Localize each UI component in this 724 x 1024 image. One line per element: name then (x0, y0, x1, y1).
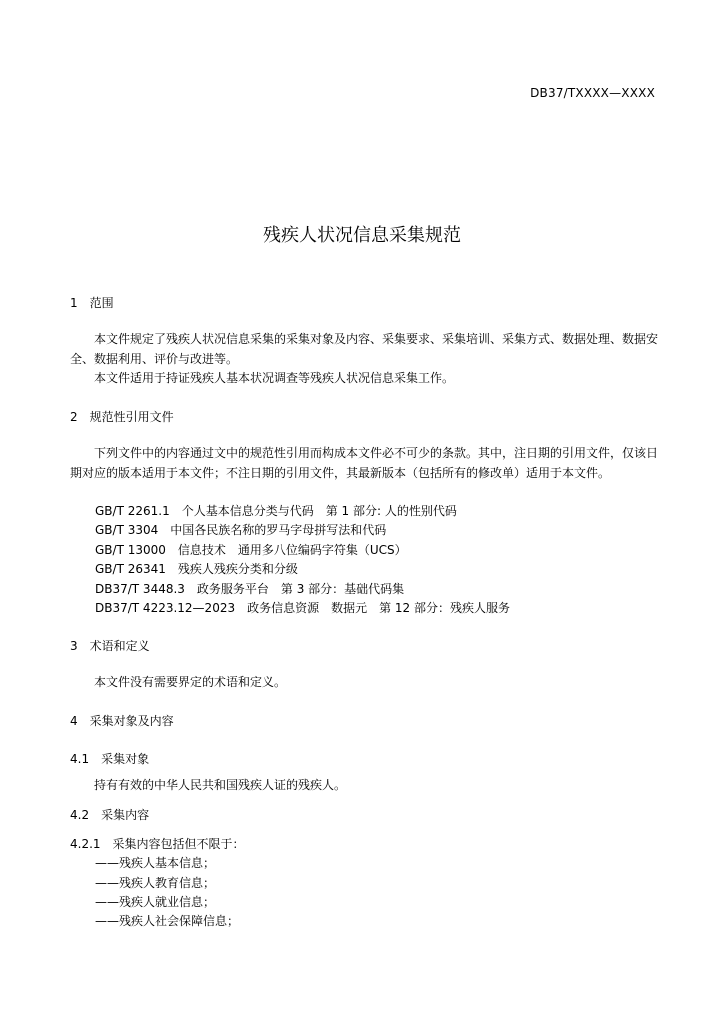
section-1-paragraph-2: 本文件适用于持证残疾人基本状况调查等残疾人状况信息采集工作。 (94, 371, 455, 385)
document-title: 残疾人状况信息采集规范 (263, 225, 461, 246)
section-number: 4 (70, 714, 78, 728)
section-title: 采集对象 (101, 752, 150, 766)
section-1-paragraph-1: 本文件规定了残疾人状况信息采集的采集对象及内容、采集要求、采集培训、采集方式、数据处理、数据安全、数据利用、评价与改进等。 (70, 332, 659, 366)
section-title: 规范性引用文件 (89, 410, 174, 424)
section-title: 采集内容 (101, 808, 150, 822)
section-number: 1 (70, 296, 78, 310)
reference-item: GB/T 26341 残疾人残疾分类和分级 (95, 562, 298, 576)
section-number: 4.1 (70, 752, 90, 766)
reference-item: GB/T 2261.1 个人基本信息分类与代码 第 1 部分: 人的性别代码 (95, 504, 457, 518)
list-item: ——残疾人基本信息； (95, 856, 216, 870)
section-number: 3 (70, 639, 78, 653)
reference-item: GB/T 13000 信息技术 通用多八位编码字符集（UCS） (95, 543, 407, 557)
section-3-paragraph-1: 本文件没有需要界定的术语和定义。 (94, 675, 287, 689)
reference-item: GB/T 3304 中国各民族名称的罗马字母拼写法和代码 (95, 523, 387, 537)
section-4-1-heading (70, 750, 149, 767)
clause-number: 4.2.1 (70, 837, 101, 851)
section-4-2-heading (70, 806, 149, 823)
section-title: 术语和定义 (89, 639, 150, 653)
document-code: DB37/TXXXX—XXXX (530, 86, 655, 100)
list-item: ——残疾人就业信息； (95, 895, 216, 909)
section-4-heading (70, 712, 174, 729)
section-2-paragraph-1: 下列文件中的内容通过文中的规范性引用而构成本文件必不可少的条款。其中，注日期的引用文件，仅该日期对应的版本适用于本文件；不注日期的引用文件，其最新版本（包括所有的修改单）适用于本文件。 (70, 446, 659, 480)
section-title: 范围 (89, 296, 114, 310)
section-3-heading (70, 637, 150, 654)
list-item: ——残疾人社会保障信息； (95, 914, 240, 928)
section-2-heading (70, 408, 174, 425)
section-4-1-paragraph-1: 持有有效的中华人民共和国残疾人证的残疾人。 (94, 778, 347, 792)
section-number: 2 (70, 410, 78, 424)
section-title: 采集对象及内容 (89, 714, 174, 728)
reference-item: DB37/T 4223.12—2023 政务信息资源 数据元 第 12 部分：残疾人服务 (95, 601, 510, 615)
reference-item: DB37/T 3448.3 政务服务平台 第 3 部分：基础代码集 (95, 582, 405, 596)
section-1-heading (70, 294, 114, 311)
clause-4-2-1 (70, 835, 245, 852)
section-number: 4.2 (70, 808, 90, 822)
list-item: ——残疾人教育信息； (95, 876, 216, 890)
clause-text: 采集内容包括但不限于： (112, 837, 245, 851)
